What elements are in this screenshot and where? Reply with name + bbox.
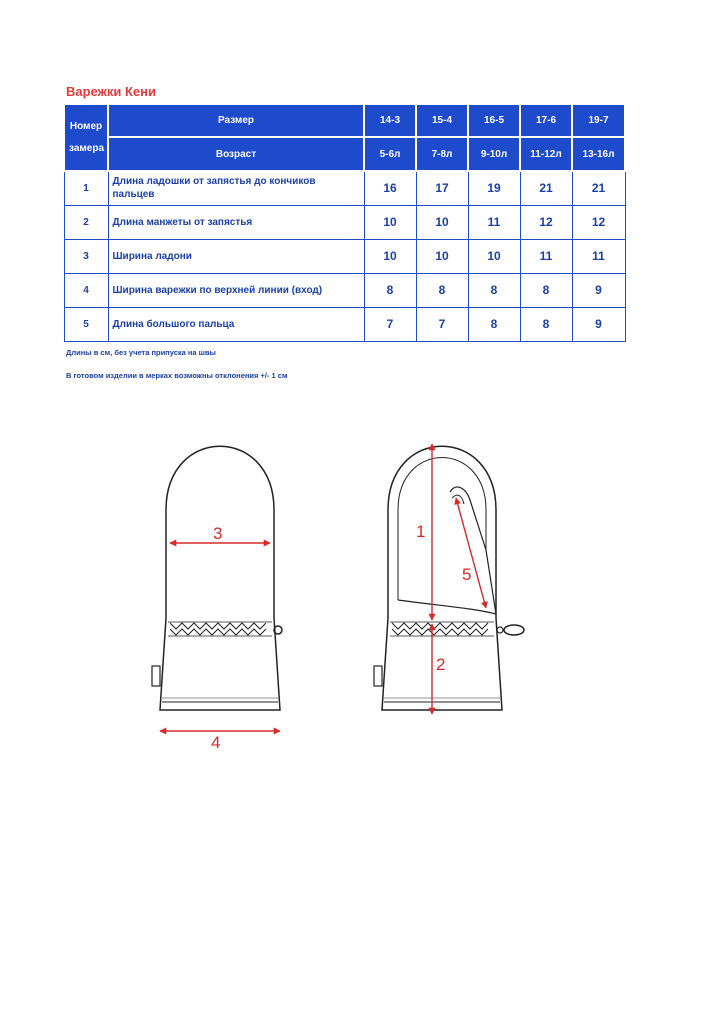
header-row-age (64, 137, 625, 171)
elastic-band (170, 623, 266, 629)
age-label: Возраст (108, 137, 364, 171)
age-cell: 11-12л (520, 137, 572, 171)
row-value: 9 (572, 307, 625, 341)
measurement-label-3: 3 (213, 524, 223, 543)
age-cell: 5-6л (364, 137, 416, 171)
measurement-label-1: 1 (416, 522, 426, 541)
row-value: 10 (416, 205, 468, 239)
row-value: 8 (364, 273, 416, 307)
row-value: 8 (468, 273, 520, 307)
header-row-size (64, 104, 625, 137)
size-label: Размер (108, 104, 364, 137)
row-number: 5 (64, 307, 108, 341)
note-units: Длины в см, без учета припуска на швы (66, 348, 216, 357)
row-value: 8 (468, 307, 520, 341)
measurement-label-4: 4 (211, 733, 221, 750)
row-number: 1 (64, 171, 108, 205)
row-value: 11 (468, 205, 520, 239)
age-cell: 7-8л (416, 137, 468, 171)
row-value: 16 (364, 171, 416, 205)
row-description: Длина манжеты от запястья (108, 205, 364, 239)
label-tab (152, 666, 160, 686)
row-value: 19 (468, 171, 520, 205)
size-table (63, 103, 626, 342)
row-value: 7 (364, 307, 416, 341)
row-number: 3 (64, 239, 108, 273)
measurement-label-2: 2 (436, 655, 446, 674)
row-value: 8 (520, 307, 572, 341)
size-cell: 19-7 (572, 104, 625, 137)
table-row (64, 171, 625, 205)
row-value: 7 (416, 307, 468, 341)
measurement-3 (170, 524, 270, 543)
row-description: Длина большого пальца (108, 307, 364, 341)
carabiner-icon (504, 625, 524, 635)
row-value: 21 (572, 171, 625, 205)
row-description: Ширина варежки по верхней линии (вход) (108, 273, 364, 307)
size-cell: 15-4 (416, 104, 468, 137)
table-row (64, 239, 625, 273)
page-title: Варежки Кени (66, 84, 156, 99)
row-value: 12 (520, 205, 572, 239)
measurement-5 (456, 498, 486, 608)
size-cell: 17-6 (520, 104, 572, 137)
row-value: 12 (572, 205, 625, 239)
table-row (64, 273, 625, 307)
mitten-back-cuff (160, 618, 280, 710)
row-value: 21 (520, 171, 572, 205)
row-value: 11 (572, 239, 625, 273)
measurement-4 (160, 731, 280, 750)
measurement-1 (416, 444, 432, 620)
row-description: Ширина ладони (108, 239, 364, 273)
row-number: 4 (64, 273, 108, 307)
size-cell: 16-5 (468, 104, 520, 137)
row-value: 8 (520, 273, 572, 307)
row-value: 10 (416, 239, 468, 273)
row-description: Длина ладошки от запястья до кончиков пальцев (108, 171, 364, 205)
row-value: 17 (416, 171, 468, 205)
size-cell: 14-3 (364, 104, 416, 137)
mitten-diagram (140, 430, 540, 750)
age-cell: 9-10л (468, 137, 520, 171)
thumb-outline (398, 487, 496, 614)
age-cell: 13-16л (572, 137, 625, 171)
table-row (64, 205, 625, 239)
measurement-label-5: 5 (462, 565, 472, 584)
mitten-back-view (152, 446, 282, 710)
row-value: 9 (572, 273, 625, 307)
row-value: 8 (416, 273, 468, 307)
measurement-2 (432, 624, 445, 714)
row-value: 10 (364, 239, 416, 273)
row-number: 2 (64, 205, 108, 239)
row-value: 11 (520, 239, 572, 273)
mitten-palm-view (374, 446, 524, 710)
table-row (64, 307, 625, 341)
row-value: 10 (364, 205, 416, 239)
number-header: Номер замера (64, 104, 108, 171)
row-value: 10 (468, 239, 520, 273)
note-tolerance: В готовом изделии в мерках возможны отклонения +/- 1 см (66, 371, 288, 380)
